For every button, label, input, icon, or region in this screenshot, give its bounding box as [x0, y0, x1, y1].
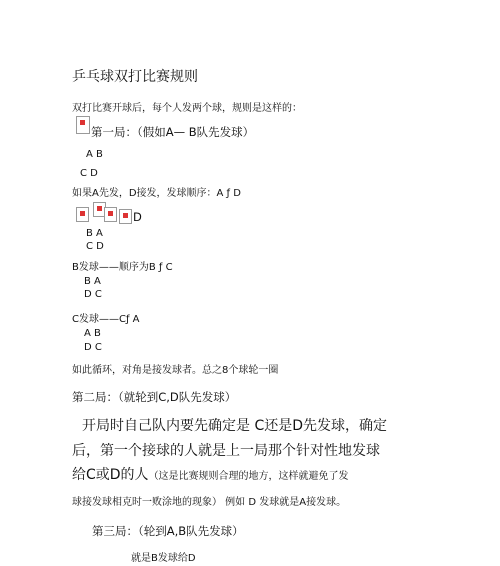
diagram-letter-d: D	[133, 210, 142, 224]
round3-line: 就是B发球给D	[131, 553, 196, 564]
intro-text: 双打比赛开球后，每个人发两个球，规则是这样的：	[72, 103, 302, 114]
broken-image-icon	[76, 207, 89, 222]
c-serve-order: C发球——Cƒ A	[72, 314, 140, 325]
paragraph-line-3-main: 给C或D的人	[72, 467, 149, 483]
paragraph-line-4: 球接发球相克时一败涂地的现象） 例如 D 发球就是A接发球。	[72, 497, 347, 508]
pos3-dc: D C	[84, 342, 102, 353]
pos2-dc: D C	[84, 289, 102, 300]
pos1-ba: B A	[86, 228, 103, 239]
b-serve-order: B发球——顺序为B ƒ C	[72, 262, 173, 273]
paragraph-line-2: 后，第一个接球的人就是上一局那个针对性地发球	[72, 443, 380, 459]
round2-heading: 第二局：（就轮到C,D队先发球）	[72, 390, 237, 404]
broken-image-icon	[76, 116, 90, 134]
round3-heading: 第三局：（轮到A,B队先发球）	[92, 524, 244, 538]
round1-cd: C D	[80, 168, 98, 179]
pos1-cd: C D	[86, 241, 104, 252]
broken-image-icon	[119, 209, 132, 224]
round1-ab: A B	[86, 149, 103, 160]
pos3-ab: A B	[84, 328, 101, 339]
round1-order: 如果A先发，D接发，发球顺序：A ƒ D	[72, 188, 241, 199]
paragraph-line-1: 开局时自己队内要先确定是 C还是D先发球，确定	[82, 418, 388, 434]
round1-heading: 第一局：（假如A— B队先发球）	[91, 125, 255, 139]
broken-image-icon	[104, 207, 117, 222]
paragraph-line-3	[72, 464, 349, 484]
doc-title: 乒乓球双打比赛规则	[72, 69, 198, 85]
paragraph-line-3-note: （这是比赛规则合理的地方，这样就避免了发	[148, 471, 349, 482]
cycle-note: 如此循环，对角是接发球者。总之8个球轮一圈	[72, 365, 279, 376]
pos2-ba: B A	[84, 276, 101, 287]
